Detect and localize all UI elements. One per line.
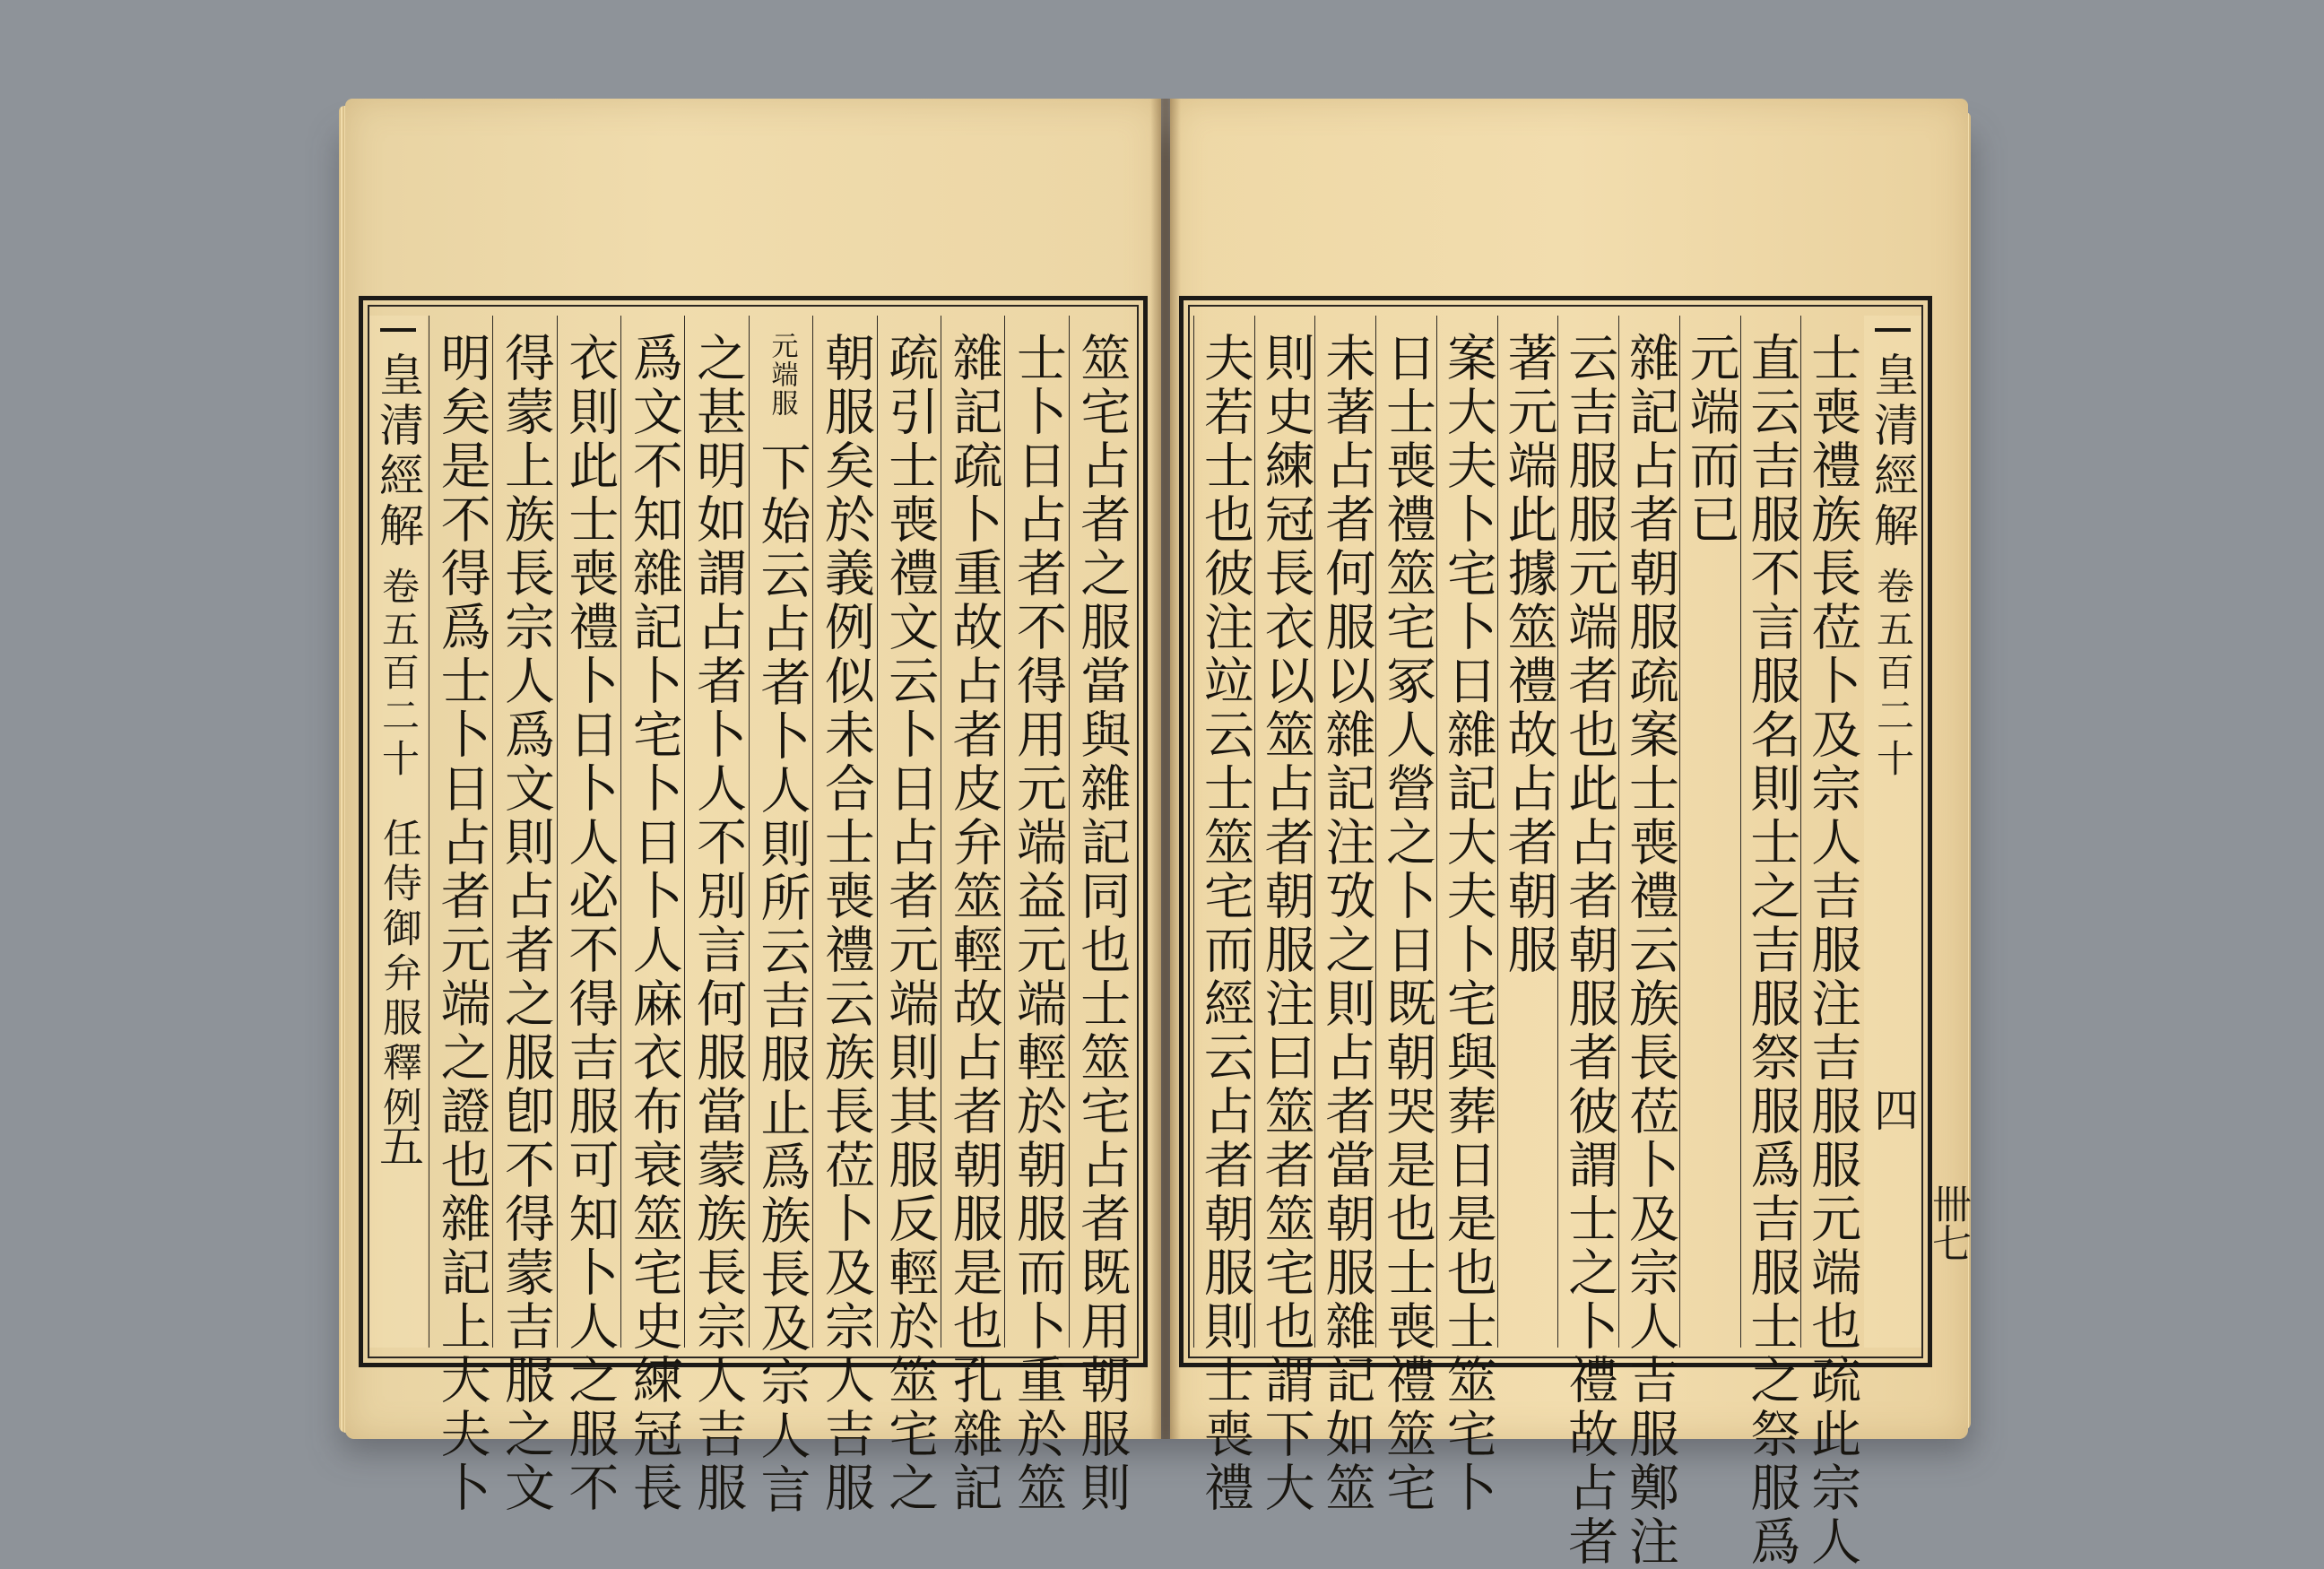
banxin-book-title: 皇清經解 [1867, 351, 1919, 552]
right-page-frame [1179, 296, 1932, 1569]
column-text: 疏引士喪禮文云卜日占者元端則其服反輕於筮宅之 [880, 332, 940, 1515]
banxin-folio-number: 四 [1867, 1087, 1919, 1137]
text-column [620, 316, 685, 1515]
text-column [1375, 316, 1437, 1515]
column-text: 士卜日占者不得用元端益元端輕於朝服而卜重於筮 [1008, 332, 1067, 1515]
text-column [1800, 316, 1862, 1569]
book-gutter [1150, 99, 1181, 1439]
column-text: 得蒙上族長宗人爲文則占者之服卽不得蒙吉服之文 [497, 332, 556, 1515]
banxin-folio-number: 五 [372, 1123, 424, 1173]
right-margin-note: 卌七 [1925, 1183, 1971, 1262]
text-column [1004, 316, 1069, 1515]
column-text: 明矣是不得爲士卜日占者元端之證也雜記上大夫卜 [432, 332, 491, 1515]
text-column [749, 316, 813, 1517]
text-column [1314, 316, 1376, 1515]
banxin-section-title: 任侍御弁服釋例 [376, 818, 421, 1131]
column-text: 云吉服服元端者也此占者朝服者彼謂士之卜禮故占者 [1560, 332, 1619, 1569]
column-text: 筮宅占者之服當與雜記同也士筮宅占者既用朝服則 [1072, 332, 1132, 1515]
text-column [1557, 316, 1619, 1569]
text-column [1679, 316, 1741, 1348]
text-column [684, 316, 749, 1515]
column-text: 未著占者何服以雜記注攷之則占者當朝服雜記如筮 [1317, 332, 1376, 1515]
text-column [1436, 316, 1498, 1515]
column-text: 案大夫卜宅卜日雜記大夫卜宅與葬日是也士筮宅卜 [1438, 332, 1497, 1515]
column-text: 士喪禮族長莅卜及宗人吉服注吉服服元端也疏此宗人 [1803, 332, 1862, 1569]
left-page-frame [359, 296, 1148, 1517]
column-text: 爲文不知雜記卜宅卜日卜人麻衣布衰筮宅史練冠長 [624, 332, 683, 1515]
column-text: 著元端此據筮禮故占者朝服 [1499, 332, 1558, 977]
text-column [941, 316, 1005, 1515]
column-text: 雜記疏卜重故占者皮弁筮輕故占者朝服是也孔雜記 [944, 332, 1003, 1515]
column-text: 朝服矣於義例似未合士喪禮云族長莅卜及宗人吉服 [816, 332, 875, 1515]
column-text: 日士喪禮筮宅冢人營之卜日既朝哭是也士喪禮筮宅 [1378, 332, 1437, 1515]
column-text: 則史練冠長衣以筮占者朝服注曰筮者筮宅也謂下大 [1256, 332, 1315, 1515]
text-column [557, 316, 621, 1515]
right-frame-inner-border [1188, 305, 1923, 1569]
text-column [492, 316, 557, 1515]
right-banxin [1864, 316, 1921, 1348]
fish-tail-mark [380, 328, 416, 344]
column-text: 元端而已 [1681, 332, 1740, 547]
column-text: 衣則此士喪禮卜日卜人必不得吉服可知卜人之服不 [560, 332, 620, 1515]
text-column [1497, 316, 1559, 1348]
text-column [429, 316, 493, 1515]
column-text: 之甚明如謂占者卜人不別言何服當蒙族長宗人吉服 [689, 332, 748, 1515]
text-column [877, 316, 941, 1515]
column-text: 下始云占者卜人則所云吉服止爲族長及宗人言 [752, 441, 811, 1517]
text-column [1069, 316, 1133, 1515]
text-column [1740, 316, 1802, 1569]
text-column [1193, 316, 1255, 1515]
banxin-book-title: 皇清經解 [372, 351, 424, 552]
banxin-volume: 卷五百二十 [377, 567, 421, 782]
text-column [812, 316, 877, 1515]
left-frame-inner-border [368, 305, 1139, 1517]
text-column [1254, 316, 1316, 1515]
interlinear-note: 元端服 [766, 332, 798, 418]
column-text: 雜記占者朝服疏案士喪禮云族長莅卜及宗人吉服鄭注 [1620, 332, 1679, 1569]
column-text: 夫若士也彼注竝云士筮宅而經云占者朝服則士喪禮 [1195, 332, 1254, 1515]
column-text: 直云吉服不言服名則士之吉服祭服爲吉服士之祭服爲 [1742, 332, 1801, 1569]
left-banxin [369, 316, 427, 1348]
fish-tail-mark [1875, 328, 1911, 344]
text-column [1618, 316, 1680, 1569]
banxin-volume: 卷五百二十 [1871, 567, 1915, 782]
